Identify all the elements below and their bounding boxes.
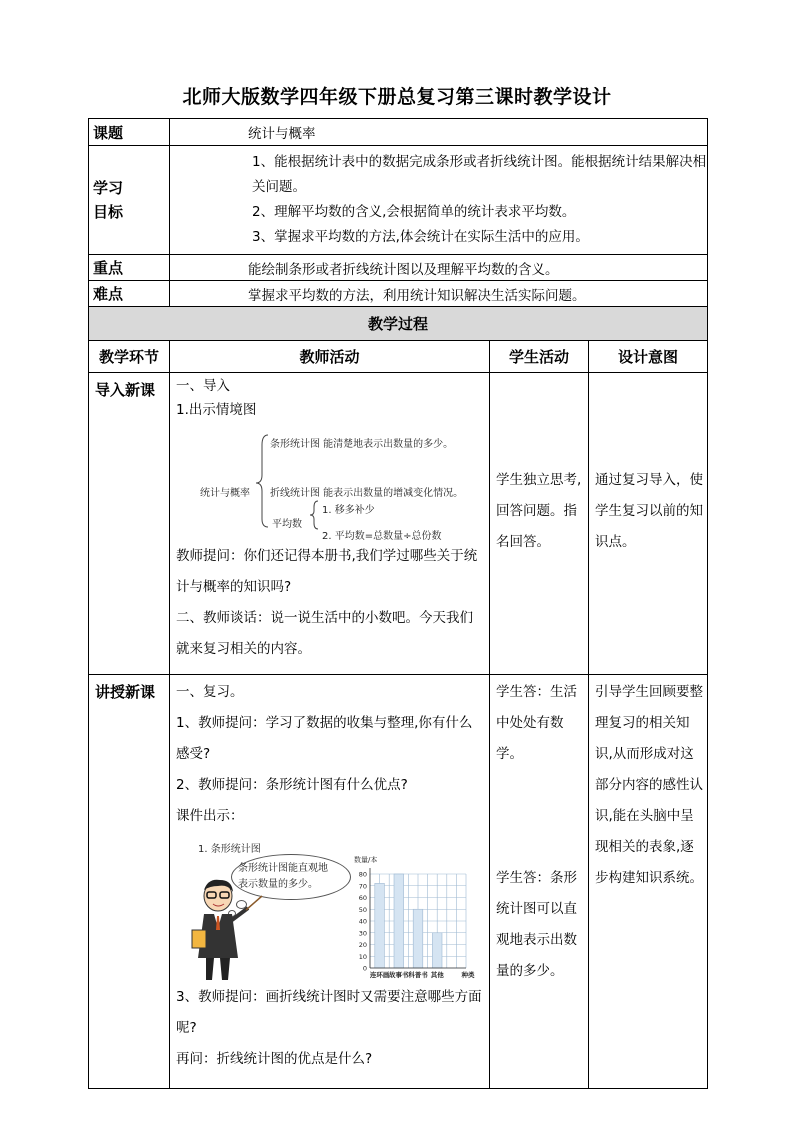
process-band-row	[89, 307, 708, 341]
bar-chart	[348, 832, 478, 982]
bar	[394, 874, 404, 968]
x-tick-label: 科普书	[408, 971, 428, 979]
section1-teacher	[170, 373, 490, 675]
y-tick-label: 40	[358, 917, 367, 926]
section1-intent: 通过复习导入，使学生复习以前的知识点。	[589, 373, 708, 675]
mindmap-line: 折线统计图 能表示出数量的增减变化情况。	[270, 488, 464, 499]
y-tick-label: 0	[362, 964, 367, 973]
goals-row	[89, 146, 708, 255]
section2-question1: 1、教师提问：学习了数据的收集与整理,你有什么感受?	[176, 715, 473, 762]
goal-item: 3、掌握求平均数的方法,体会统计在实际生活中的应用。	[252, 229, 589, 245]
difficulty-label: 难点	[89, 281, 170, 307]
section1-line1: 一、导入	[176, 378, 230, 394]
bar	[413, 909, 423, 968]
section2-row	[89, 675, 708, 1089]
section2-stage: 讲授新课	[89, 675, 170, 1089]
cloud-line2: 表示数量的多少。	[238, 879, 318, 890]
bar	[375, 883, 385, 968]
mindmap-avg1: 1. 移多补少	[322, 505, 375, 516]
difficulty-row	[89, 281, 708, 307]
goals-list	[170, 146, 708, 255]
keypoint-value: 能绘制条形或者折线统计图以及理解平均数的含义。	[170, 255, 708, 281]
section1-student: 学生独立思考,回答问题。指名回答。	[490, 373, 589, 675]
y-tick-label: 70	[358, 882, 367, 891]
section2-student	[490, 675, 589, 1089]
process-header-row	[89, 341, 708, 373]
knowledge-mindmap	[176, 423, 485, 541]
keypoint-label: 重点	[89, 255, 170, 281]
section1-question2: 二、教师谈话：说一说生活中的小数吧。今天我们就来复习相关的内容。	[176, 610, 473, 657]
topic-row	[89, 119, 708, 146]
section1-stage: 导入新课	[89, 373, 170, 675]
header-stage: 教学环节	[89, 341, 170, 373]
mindmap-root: 统计与概率	[200, 488, 250, 499]
x-tick-label: 故事书	[389, 971, 409, 979]
section2-student-answer2: 学生答：条形统计图可以直观地表示出数量的多少。	[496, 870, 577, 979]
bar-figure	[176, 832, 485, 982]
mindmap-bar: 条形统计图 能清楚地表示出数量的多少。	[270, 439, 454, 450]
topic-label: 课题	[89, 119, 170, 146]
lesson-plan-table	[88, 118, 708, 1089]
section2-question2: 2、教师提问：条形统计图有什么优点?	[176, 777, 408, 793]
section1-line2: 1.出示情境图	[176, 402, 257, 418]
spacer	[496, 770, 584, 863]
x-axis-label: 种类	[461, 971, 475, 979]
x-tick-label: 其他	[430, 971, 444, 979]
goal-item: 1、能根据统计表中的数据完成条形或者折线统计图。能根据统计结果解决相关问题。	[252, 154, 707, 195]
section2-question4: 再问：折线统计图的优点是什么?	[176, 1051, 373, 1067]
section2-line1: 一、复习。	[176, 684, 244, 700]
bar	[432, 933, 442, 968]
section2-intent: 引导学生回顾要整理复习的相关知识,从而形成对这部分内容的感性认识,能在头脑中呈现相关的表象,逐步构建知识系统。	[589, 675, 708, 1089]
y-axis-label: 数量/本	[354, 856, 378, 864]
keypoint-row	[89, 255, 708, 281]
y-tick-label: 10	[358, 952, 367, 961]
section1-row	[89, 373, 708, 675]
y-tick-label: 30	[358, 929, 367, 938]
mindmap-avg: 平均数	[272, 519, 302, 530]
y-tick-label: 60	[358, 894, 367, 902]
section2-show: 课件出示：	[176, 808, 244, 824]
goals-label-line1: 学习	[93, 179, 124, 197]
y-tick-label: 80	[358, 870, 367, 879]
section1-question1: 教师提问：你们还记得本册书,我们学过哪些关于统计与概率的知识吗?	[176, 548, 478, 595]
process-band: 教学过程	[89, 307, 708, 341]
teacher-illustration	[184, 874, 264, 984]
mindmap-avg2: 2. 平均数=总数量÷总份数	[322, 531, 442, 542]
cloud-line1: 条形统计图能直观地	[238, 863, 328, 874]
topic-value: 统计与概率	[170, 119, 708, 146]
figure-label: 1. 条形统计图	[198, 844, 261, 855]
goals-label-line2: 目标	[93, 203, 124, 221]
y-tick-label: 20	[358, 941, 367, 949]
y-tick-label: 50	[358, 905, 367, 914]
header-student: 学生活动	[490, 341, 589, 373]
section2-teacher	[170, 675, 490, 1089]
goals-label	[89, 146, 170, 255]
header-teacher: 教师活动	[170, 341, 490, 373]
x-tick-label: 连环画	[369, 971, 390, 979]
document-title: 北师大版数学四年级下册总复习第三课时教学设计	[182, 86, 612, 108]
goal-item: 2、理解平均数的含义,会根据简单的统计表求平均数。	[252, 204, 576, 220]
difficulty-value: 掌握求平均数的方法，利用统计知识解决生活实际问题。	[170, 281, 708, 307]
section2-question3: 3、教师提问：画折线统计图时又需要注意哪些方面呢?	[176, 989, 482, 1036]
header-intent: 设计意图	[589, 341, 708, 373]
section2-student-answer1: 学生答：生活中处处有数学。	[496, 684, 577, 762]
